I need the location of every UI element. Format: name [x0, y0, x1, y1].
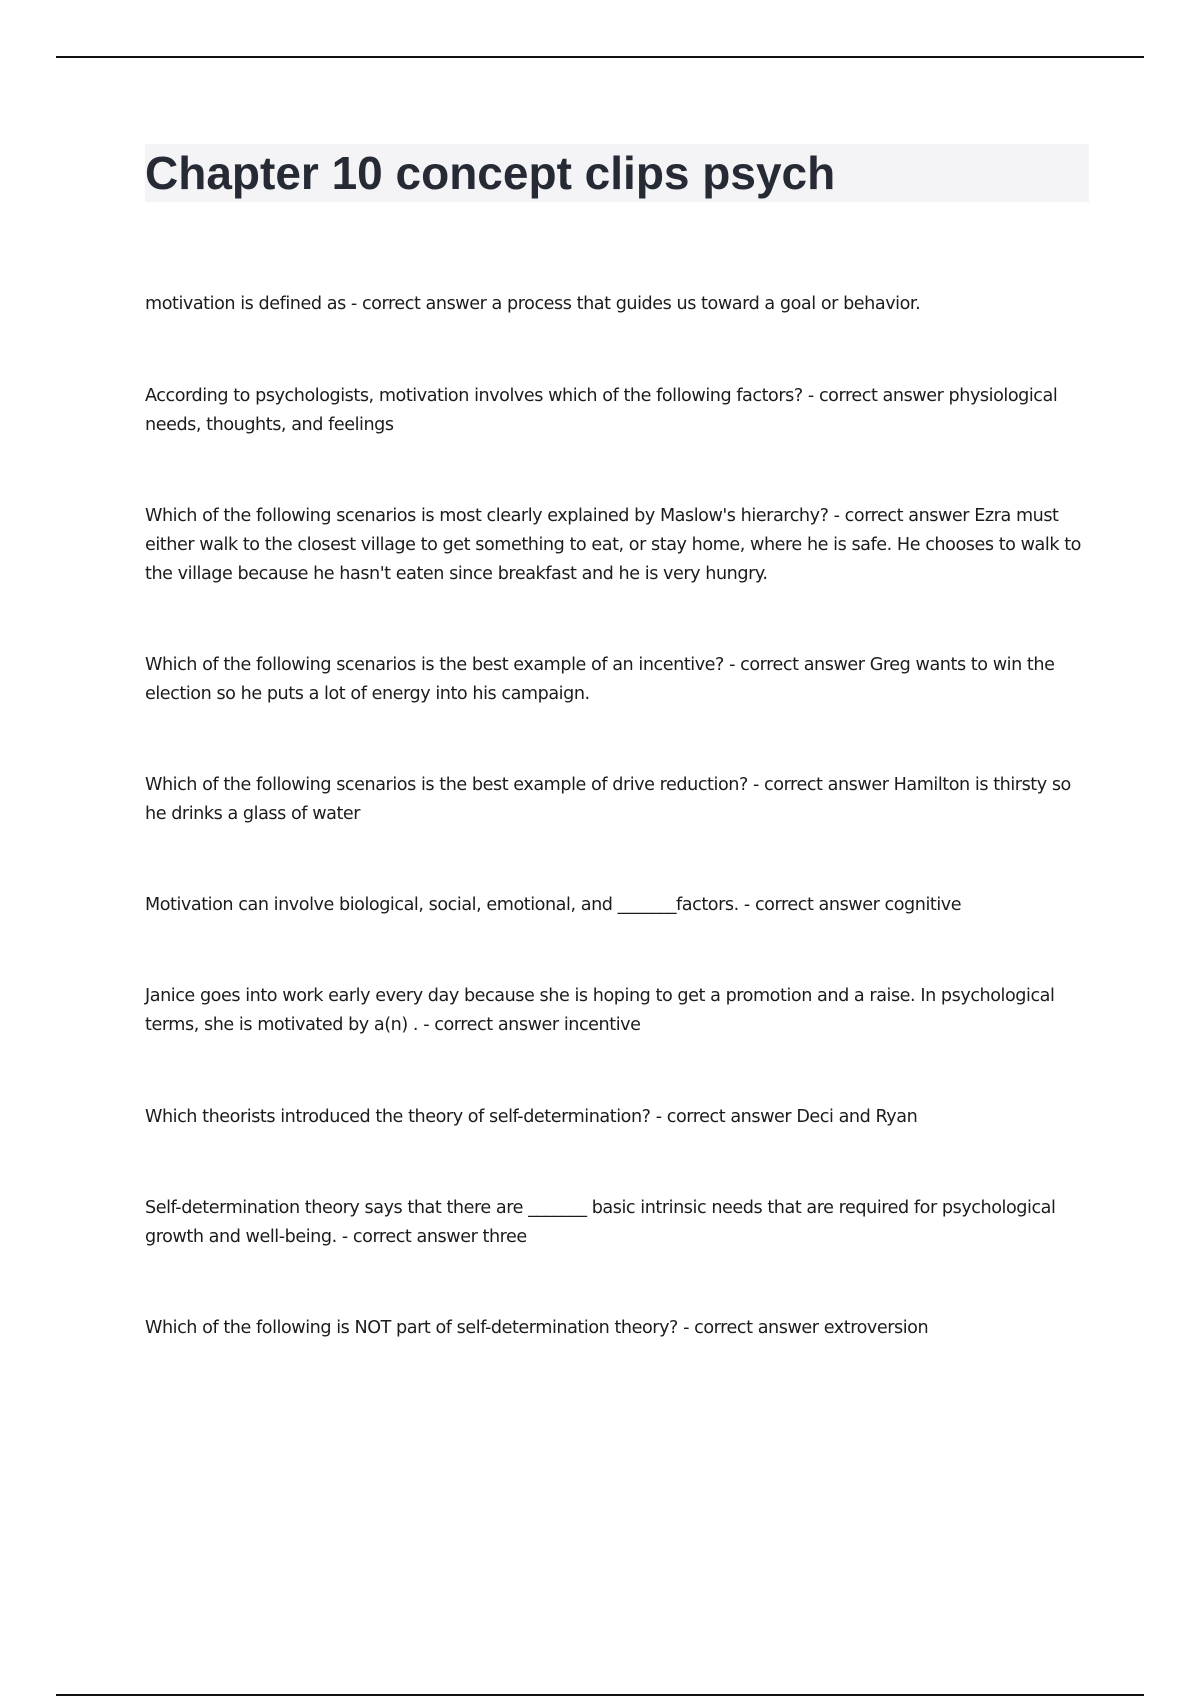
qa-item-4: Which of the following scenarios is the best example of an incentive? - correct answer Greg wants to win the election so he puts a lot of energy into his campaign.	[145, 655, 1055, 704]
qa-item-9: Self-determination theory says that there are _______ basic intrinsic needs that are required for psychological growth and well-being. - correct answer three	[145, 1198, 1056, 1247]
qa-item-10: Which of the following is NOT part of self-determination theory? - correct answer extroversion	[145, 1318, 929, 1338]
qa-item-6: Motivation can involve biological, social, emotional, and _______factors. - correct answer cognitive	[145, 895, 962, 915]
qa-item-5: Which of the following scenarios is the best example of drive reduction? - correct answer Hamilton is thirsty so he drinks a glass of water	[145, 775, 1071, 824]
qa-item-7: Janice goes into work early every day because she is hoping to get a promotion and a raise. In psychological terms, she is motivated by a(n) . - correct answer incentive	[145, 986, 1055, 1035]
qa-item-2: According to psychologists, motivation involves which of the following factors? - correct answer physiological needs, thoughts, and feelings	[145, 386, 1058, 435]
bottom-rule	[56, 1694, 1144, 1696]
qa-item-3: Which of the following scenarios is most clearly explained by Maslow's hierarchy? - correct answer Ezra must either walk to the closest village to get something to eat, or stay home, where he is safe. He chooses to walk to the village because he hasn't eaten since breakfast and he is very hungry.	[145, 506, 1081, 584]
top-rule	[56, 56, 1144, 58]
qa-item-8: Which theorists introduced the theory of self-determination? - correct answer Deci and Ryan	[145, 1107, 918, 1127]
qa-item-1: motivation is defined as - correct answer a process that guides us toward a goal or behavior.	[145, 294, 921, 314]
page-title: Chapter 10 concept clips psych	[145, 147, 836, 199]
